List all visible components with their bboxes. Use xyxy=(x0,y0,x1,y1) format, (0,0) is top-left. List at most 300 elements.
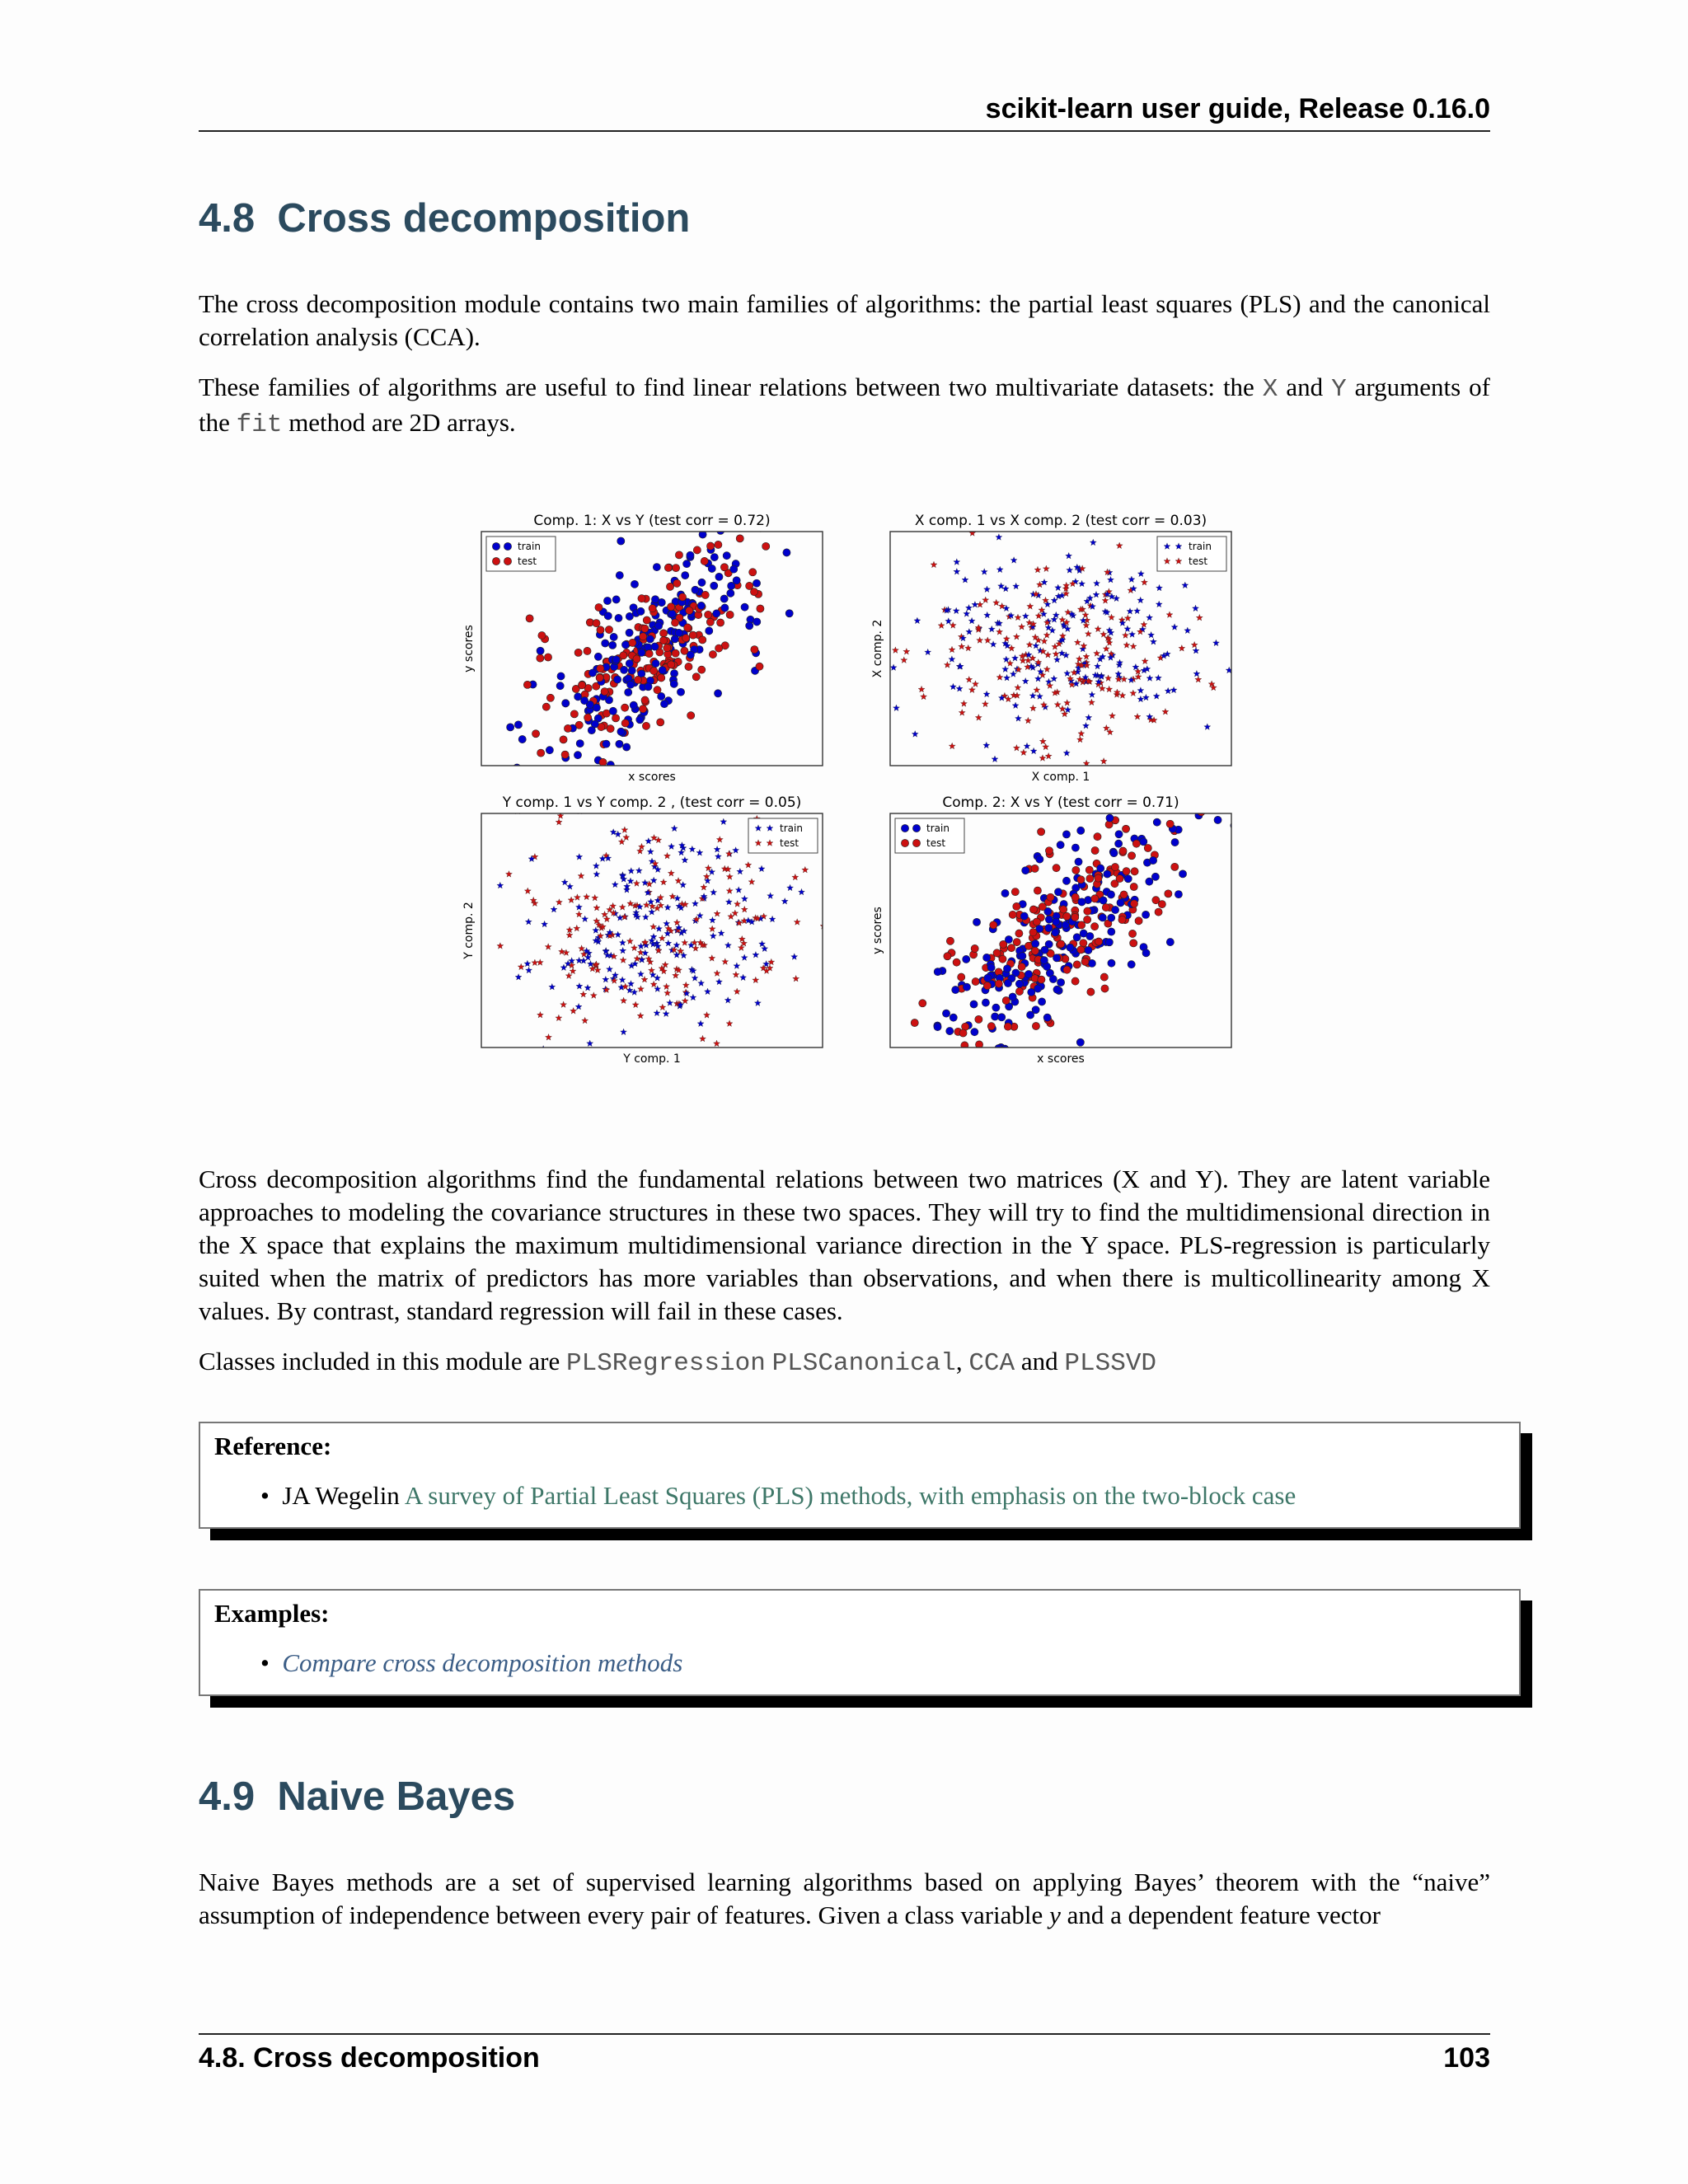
train-point xyxy=(518,735,526,743)
text-run: and xyxy=(1015,1347,1065,1376)
train-point xyxy=(560,964,567,971)
train-point xyxy=(1213,640,1220,646)
test-point xyxy=(1013,634,1020,640)
train-point xyxy=(715,853,721,860)
test-point xyxy=(1053,865,1060,872)
test-point xyxy=(959,643,965,649)
train-point xyxy=(1052,929,1059,936)
test-point xyxy=(726,611,734,618)
test-point xyxy=(750,588,757,596)
train-point xyxy=(1175,891,1182,898)
paragraph-naive-bayes xyxy=(199,1866,1490,1932)
train-point xyxy=(710,916,716,923)
train-point xyxy=(626,659,633,667)
test-point xyxy=(564,724,571,732)
train-point xyxy=(1089,691,1095,698)
train-point xyxy=(1029,692,1036,699)
test-point xyxy=(532,730,539,738)
train-point xyxy=(692,900,699,907)
math-y: y xyxy=(1049,1900,1061,1929)
test-point xyxy=(1091,846,1099,854)
train-point xyxy=(972,602,978,608)
test-point xyxy=(1166,820,1174,827)
test-point xyxy=(1072,866,1080,874)
train-point xyxy=(983,954,991,961)
code-fit: fit xyxy=(236,410,283,439)
train-point xyxy=(721,604,729,612)
train-point xyxy=(953,607,959,614)
train-point xyxy=(636,716,644,724)
train-point xyxy=(737,868,743,874)
train-point xyxy=(1107,891,1114,898)
train-point xyxy=(1146,675,1153,682)
train-point xyxy=(682,857,688,864)
train-point xyxy=(787,884,794,891)
train-point xyxy=(964,611,970,617)
test-point xyxy=(523,681,531,688)
train-point xyxy=(1108,959,1115,967)
test-point xyxy=(1095,626,1101,632)
train-point xyxy=(992,756,998,762)
reference-title: Reference: xyxy=(214,1432,332,1460)
train-point xyxy=(513,764,521,771)
test-point xyxy=(620,957,626,963)
test-point xyxy=(1171,863,1179,870)
train-point xyxy=(1004,979,1011,987)
test-point xyxy=(987,1023,995,1030)
test-point xyxy=(1100,758,1107,765)
footer-rule xyxy=(199,2033,1490,2035)
train-point xyxy=(741,896,748,902)
text-run xyxy=(766,1347,772,1376)
test-point xyxy=(570,968,576,974)
train-point xyxy=(675,629,682,636)
train-point xyxy=(1165,687,1171,694)
train-point xyxy=(682,572,689,579)
train-point xyxy=(733,577,740,584)
train-point xyxy=(610,633,617,640)
test-point xyxy=(537,959,543,966)
test-point xyxy=(621,997,627,1004)
train-point xyxy=(625,688,632,696)
test-point xyxy=(938,622,945,629)
legend-label-test: test xyxy=(1189,555,1208,567)
class-cca[interactable]: CCA xyxy=(968,1349,1015,1378)
test-point xyxy=(663,644,671,652)
test-point xyxy=(574,894,580,901)
train-point xyxy=(945,618,952,625)
test-point xyxy=(768,958,775,965)
test-point xyxy=(1162,709,1169,715)
test-point xyxy=(682,635,689,642)
y-axis-label: Y comp. 2 xyxy=(462,902,476,959)
train-point xyxy=(628,868,635,874)
train-point xyxy=(1063,750,1070,757)
test-point xyxy=(1071,893,1079,901)
train-point xyxy=(582,916,588,922)
test-point xyxy=(1091,923,1099,930)
test-point xyxy=(1015,684,1021,691)
train-point xyxy=(971,1029,978,1036)
test-point xyxy=(1119,847,1127,855)
test-point xyxy=(664,852,671,859)
train-point xyxy=(710,553,718,560)
test-point xyxy=(762,542,770,550)
train-point xyxy=(556,682,564,690)
test-point xyxy=(590,992,597,999)
train-point xyxy=(1094,580,1100,587)
train-point xyxy=(1093,591,1100,598)
train-point xyxy=(1137,597,1144,603)
test-point xyxy=(1019,624,1025,630)
paragraph-intro: The cross decomposition module contains two main families of algorithms: the partial least squares (PLS) and the canonical correlation analysis (CCA). xyxy=(199,289,1490,351)
test-point xyxy=(1094,833,1101,841)
train-point xyxy=(678,849,685,855)
test-point xyxy=(1144,844,1151,851)
test-point xyxy=(1116,542,1123,549)
class-plscanonical[interactable]: PLSCanonical xyxy=(771,1349,956,1378)
test-point xyxy=(593,905,600,912)
train-point xyxy=(692,975,698,982)
train-point xyxy=(654,1010,660,1016)
train-point xyxy=(663,921,670,927)
test-point xyxy=(1041,638,1048,644)
cross-decomposition-figure xyxy=(453,503,1245,1080)
test-point xyxy=(673,565,680,572)
test-point xyxy=(1166,612,1173,618)
test-point xyxy=(701,591,709,598)
test-point xyxy=(673,972,679,979)
test-point xyxy=(570,710,578,718)
test-point xyxy=(1105,675,1112,682)
test-point xyxy=(1044,652,1051,658)
train-point xyxy=(515,974,522,981)
train-point xyxy=(668,843,675,850)
test-point xyxy=(1071,977,1079,985)
test-point xyxy=(574,925,580,931)
train-point xyxy=(1146,878,1153,885)
test-point xyxy=(1106,640,1113,646)
train-point xyxy=(710,889,717,896)
train-point xyxy=(614,676,621,683)
train-point xyxy=(689,846,696,852)
train-point xyxy=(950,1014,957,1021)
train-point xyxy=(781,898,788,905)
train-point xyxy=(605,774,612,780)
text-run: and xyxy=(1278,373,1332,401)
train-point xyxy=(607,966,613,972)
section-heading-4-8 xyxy=(199,195,690,241)
train-point xyxy=(734,963,740,969)
section-number: 4.9 xyxy=(199,1774,256,1819)
test-point xyxy=(1119,692,1126,699)
train-point xyxy=(542,921,548,927)
train-point xyxy=(1001,889,1009,897)
test-point xyxy=(659,1004,666,1010)
train-point xyxy=(546,747,553,754)
train-point xyxy=(1079,580,1085,587)
test-point xyxy=(716,619,724,626)
train-point xyxy=(986,766,992,773)
test-point xyxy=(1002,996,1010,1004)
test-point xyxy=(1106,686,1113,692)
test-point xyxy=(570,1008,577,1015)
test-point xyxy=(1100,973,1108,981)
test-point xyxy=(692,786,699,793)
test-point xyxy=(950,622,956,629)
train-point xyxy=(656,926,663,932)
class-plssvd[interactable]: PLSSVD xyxy=(1064,1349,1157,1378)
legend-marker xyxy=(492,557,499,565)
test-point xyxy=(972,977,979,985)
test-point xyxy=(1039,755,1046,762)
test-point xyxy=(532,959,538,966)
test-point xyxy=(1064,700,1071,706)
test-point xyxy=(673,579,681,587)
reference-box xyxy=(199,1422,1521,1529)
train-point xyxy=(1053,918,1060,926)
test-point xyxy=(595,603,603,611)
train-point xyxy=(1088,959,1095,967)
train-point xyxy=(1057,978,1064,986)
test-point xyxy=(658,674,665,682)
test-point xyxy=(639,843,645,850)
test-point xyxy=(638,595,645,602)
test-point xyxy=(612,715,619,722)
train-point xyxy=(1005,935,1012,943)
test-point xyxy=(993,949,1001,957)
train-point xyxy=(613,771,621,778)
test-point xyxy=(518,963,524,970)
test-point xyxy=(560,736,567,743)
train-point xyxy=(574,693,582,701)
test-point xyxy=(1013,745,1020,752)
test-point xyxy=(634,955,640,962)
test-point xyxy=(1044,619,1051,626)
train-point xyxy=(1054,888,1062,896)
test-point xyxy=(733,972,739,978)
test-point xyxy=(1100,631,1107,638)
test-point xyxy=(538,631,546,639)
test-point xyxy=(918,686,925,692)
train-point xyxy=(949,656,955,663)
legend xyxy=(1157,537,1226,571)
train-point xyxy=(1012,655,1019,662)
test-point xyxy=(681,647,688,654)
train-point xyxy=(603,740,610,748)
train-point xyxy=(537,647,544,654)
test-point xyxy=(969,530,976,537)
test-point xyxy=(1102,598,1109,604)
train-point xyxy=(639,957,645,963)
train-point xyxy=(537,780,544,787)
train-point xyxy=(1124,875,1132,883)
train-point xyxy=(956,686,963,692)
test-point xyxy=(931,561,937,568)
train-point xyxy=(654,622,662,630)
train-point xyxy=(616,740,623,748)
train-point xyxy=(1171,624,1178,630)
test-point xyxy=(537,1011,544,1018)
test-point xyxy=(704,1012,710,1019)
test-point xyxy=(622,983,629,990)
test-point xyxy=(1034,887,1041,894)
test-point xyxy=(1077,946,1085,954)
test-point xyxy=(659,637,667,644)
train-point xyxy=(1022,677,1029,684)
test-point xyxy=(682,997,688,1004)
test-point xyxy=(1087,988,1095,996)
test-point xyxy=(1020,749,1027,756)
test-point xyxy=(734,901,741,907)
train-point xyxy=(1033,642,1039,649)
train-point xyxy=(619,977,626,983)
test-point xyxy=(666,583,673,590)
train-point xyxy=(1104,870,1111,878)
train-point xyxy=(1002,585,1009,592)
train-point xyxy=(1097,865,1104,872)
train-point xyxy=(574,752,581,759)
train-point xyxy=(952,986,959,993)
train-point xyxy=(670,680,678,687)
test-point xyxy=(1196,614,1203,621)
test-point xyxy=(1103,645,1109,652)
test-point xyxy=(1071,913,1079,921)
test-point xyxy=(709,955,715,962)
test-point xyxy=(631,944,638,951)
train-point xyxy=(762,945,768,952)
train-point xyxy=(715,573,723,580)
test-point xyxy=(1043,666,1050,673)
train-point xyxy=(1062,831,1070,838)
train-point xyxy=(696,850,703,856)
test-point xyxy=(703,874,710,880)
reference-link[interactable]: A survey of Partial Least Squares (PLS) methods, with emphasis on the two-block case xyxy=(404,1481,1296,1510)
test-point xyxy=(1085,630,1091,637)
train-point xyxy=(567,883,574,890)
train-point xyxy=(973,918,980,926)
test-point xyxy=(1134,714,1141,720)
class-plsregression[interactable]: PLSRegression xyxy=(565,1349,766,1378)
test-point xyxy=(1103,724,1109,731)
test-point xyxy=(753,977,759,983)
train-point xyxy=(1110,849,1118,856)
train-point xyxy=(1022,867,1029,874)
test-point xyxy=(660,630,668,637)
examples-link[interactable]: Compare cross decomposition methods xyxy=(282,1648,683,1677)
train-point xyxy=(683,560,691,568)
train-point xyxy=(619,940,626,946)
test-point xyxy=(596,674,603,682)
test-point xyxy=(668,603,675,611)
test-point xyxy=(706,542,714,550)
examples-box xyxy=(199,1589,1521,1696)
legend-marker xyxy=(504,542,511,550)
train-point xyxy=(638,649,645,656)
test-point xyxy=(1109,713,1116,719)
test-point xyxy=(1128,930,1136,937)
test-point xyxy=(835,524,842,532)
train-point xyxy=(637,607,645,615)
train-point xyxy=(697,602,705,609)
test-point xyxy=(649,605,656,612)
test-point xyxy=(1088,699,1095,705)
train-point xyxy=(1040,957,1048,964)
test-point xyxy=(1101,985,1109,992)
train-point xyxy=(713,610,720,617)
test-point xyxy=(1015,614,1021,621)
test-point xyxy=(1095,874,1102,882)
test-point xyxy=(1025,663,1031,670)
test-point xyxy=(1043,565,1049,572)
test-point xyxy=(597,665,604,673)
test-point xyxy=(745,862,752,869)
train-point xyxy=(995,1044,1002,1052)
test-point xyxy=(668,870,674,877)
test-point xyxy=(1008,944,1015,952)
train-point xyxy=(616,571,623,579)
train-point xyxy=(584,985,591,991)
test-point xyxy=(560,1001,567,1008)
test-point xyxy=(1084,916,1091,923)
train-point xyxy=(1156,584,1163,591)
test-point xyxy=(574,649,582,656)
train-point xyxy=(1038,998,1045,1005)
train-point xyxy=(1057,841,1064,849)
train-point xyxy=(735,887,742,893)
train-point xyxy=(1004,674,1010,681)
train-point xyxy=(1086,932,1094,940)
legend-marker xyxy=(912,839,920,846)
train-point xyxy=(626,629,633,636)
section-title: Cross decomposition xyxy=(277,196,691,241)
test-point xyxy=(1045,752,1052,759)
train-point xyxy=(642,949,649,956)
train-point xyxy=(1117,899,1124,907)
train-point xyxy=(620,947,626,954)
test-point xyxy=(983,982,991,989)
train-point xyxy=(905,1053,912,1061)
train-point xyxy=(609,707,617,715)
train-point xyxy=(984,612,991,618)
train-point xyxy=(677,688,684,696)
train-point xyxy=(946,1027,954,1034)
test-point xyxy=(1009,911,1016,918)
train-point xyxy=(912,731,918,738)
train-point xyxy=(665,940,672,946)
test-point xyxy=(820,923,827,930)
test-point xyxy=(971,944,978,952)
train-point xyxy=(1071,844,1079,851)
test-point xyxy=(982,597,989,603)
test-point xyxy=(618,838,625,845)
train-point xyxy=(637,971,644,977)
train-point xyxy=(1085,715,1092,721)
test-point xyxy=(682,940,688,946)
train-point xyxy=(1045,924,1053,931)
train-point xyxy=(575,1003,582,1010)
train-point xyxy=(1078,898,1085,906)
test-point xyxy=(643,616,650,624)
test-point xyxy=(1158,901,1165,908)
train-point xyxy=(987,963,995,971)
legend-label-test: test xyxy=(926,837,946,849)
test-point xyxy=(1018,963,1025,970)
train-point xyxy=(576,904,583,911)
test-point xyxy=(634,676,641,683)
test-point xyxy=(1077,876,1085,883)
test-point xyxy=(537,749,545,757)
